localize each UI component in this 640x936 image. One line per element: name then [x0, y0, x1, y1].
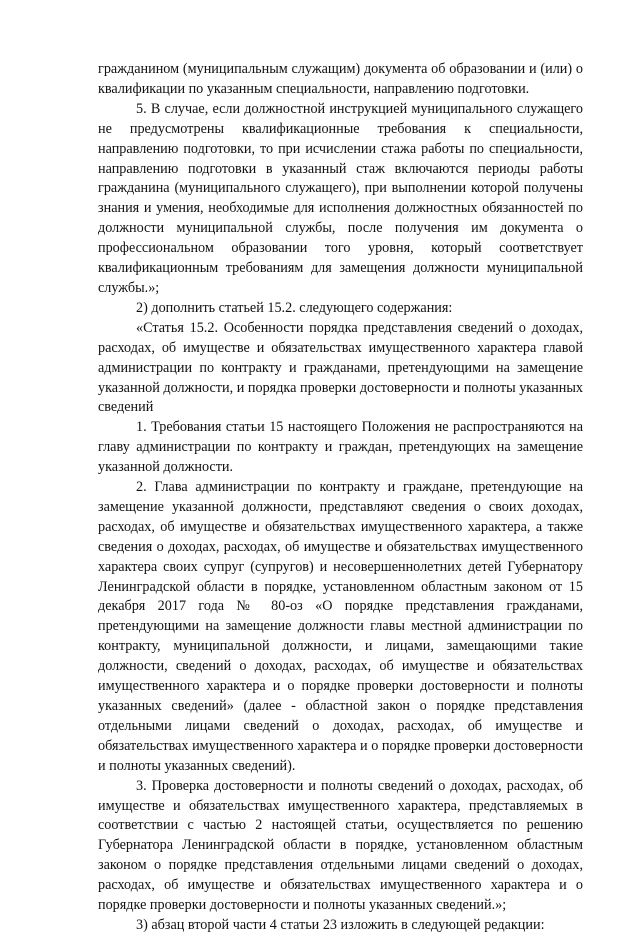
paragraph-item-5: 5. В случае, если должностной инструкцией муниципального служащего не предусмотрены квалификационные требования к специальности, направлению подготовки, то при исчислении стажа работы по специальности, направлению подготовки в указанный стаж включаются периоды работы гражданина (муниципального служащего), при выполнении которой получены знания и умения, необходимые для исполнения должностных обязанностей по должности муниципальной службы, после получения им документа о профессиональном образовании того уровня, который соответствует квалификационным требованиям для замещения должности муниципальной службы.»;	[98, 100, 583, 296]
paragraph-continuation: гражданином (муниципальным служащим) документа об образовании и (или) о квалификации по указанным специальности, направлению подготовки.	[98, 61, 583, 97]
paragraph-amendment-3: 3) абзац второй части 4 статьи 23 изложить в следующей редакции:	[136, 916, 545, 933]
document-page	[98, 60, 583, 936]
paragraph-article-15-2-item-3: 3. Проверка достоверности и полноты сведений о доходах, расходах, об имуществе и обязательствах имущественного характера, представляемых в соответствии с частью 2 настоящей статьи, осуществляется по решению Губернатора Ленинградской области в порядке, установленном областным законом о порядке представления отдельными лицами сведений о доходах, расходах, об имуществе и обязательствах имущественного характера и о порядке проверки достоверности и полноты указанных сведений.»;	[98, 777, 583, 914]
paragraph-article-15-2-item-2: 2. Глава администрации по контракту и граждане, претендующие на замещение указанной должности, представляют сведения о своих доходах, расходах, об имуществе и обязательствах имущественного характера, а также сведения о доходах, расходах, об имуществе и обязательствах имущественного характера своих супруг (супругов) и несовершеннолетних детей Губернатору Ленинградской области в порядке, установленном областным законом от 15 декабря 2017 года № 80-оз «О порядке представления гражданами, претендующими на замещение должности главы местной администрации по контракту, муниципальной должности, и лицами, замещающими такие должности, сведений о доходах, расходах, об имуществе и обязательствах имущественного характера и о порядке проверки достоверности и полноты указанных сведений» (далее - областной закон о порядке представления отдельными лицами сведений о доходах, расходах, об имуществе и обязательствах имущественного характера и о порядке проверки достоверности и полноты указанных сведений).	[98, 479, 583, 774]
paragraph-article-15-2-item-1: 1. Требования статьи 15 настоящего Положения не распространяются на главу администрации по контракту и граждан, претендующих на замещение указанной должности.	[98, 419, 583, 476]
paragraph-amendment-2: 2) дополнить статьей 15.2. следующего содержания:	[136, 299, 453, 316]
paragraph-article-15-2-title: «Статья 15.2. Особенности порядка представления сведений о доходах, расходах, об имуществе и обязательствах имущественного характера главой администрации по контракту и гражданами, претендующими на замещение указанной должности, и порядка проверки достоверности и полноты указанных сведений	[98, 319, 583, 416]
